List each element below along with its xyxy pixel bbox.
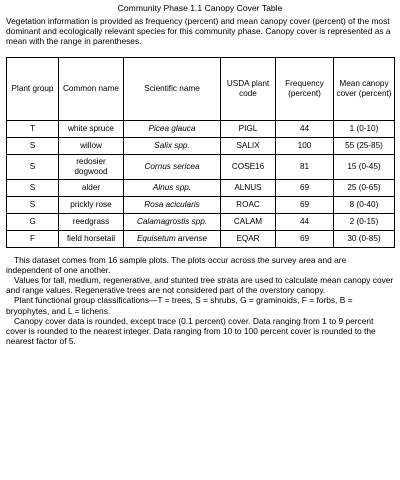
canopy-cover-table	[6, 57, 395, 248]
cell-frequency: 44	[276, 120, 334, 137]
cell-mean-cover: 8 (0-40)	[334, 196, 395, 213]
cell-plant-group: G	[7, 213, 59, 230]
cell-usda-code: ALNUS	[221, 179, 276, 196]
cell-usda-code: SALIX	[221, 137, 276, 154]
cell-plant-group: S	[7, 196, 59, 213]
cell-mean-cover: 30 (0-85)	[334, 230, 395, 247]
cell-scientific-name: Calamagrostis spp.	[124, 213, 221, 230]
cell-scientific-name: Picea glauca	[124, 120, 221, 137]
table-row	[7, 120, 395, 137]
page-title: Community Phase 1.1 Canopy Cover Table	[117, 3, 283, 13]
header-usda-code: USDA plant code	[221, 57, 276, 120]
cell-scientific-name: Rosa acicularis	[124, 196, 221, 213]
table-row	[7, 230, 395, 247]
cell-common-name: white spruce	[59, 120, 124, 137]
cell-frequency: 81	[276, 154, 334, 179]
cell-plant-group: S	[7, 137, 59, 154]
note-sample-plots: This dataset comes from 16 sample plots. The plots occur across the survey area and are independent of one another.	[6, 254, 347, 275]
cell-plant-group: S	[7, 179, 59, 196]
cell-frequency: 44	[276, 213, 334, 230]
cell-usda-code: ROAC	[221, 196, 276, 213]
cell-common-name: reedgrass	[59, 213, 124, 230]
table-row	[7, 137, 395, 154]
header-frequency: Frequency (percent)	[276, 57, 334, 120]
cell-mean-cover: 25 (0-65)	[334, 179, 395, 196]
notes-section	[6, 255, 394, 347]
cell-usda-code: PIGL	[221, 120, 276, 137]
header-scientific-name: Scientific name	[124, 57, 221, 120]
cell-frequency: 69	[276, 179, 334, 196]
intro-paragraph: Vegetation information is provided as frequency (percent) and mean canopy cover (percent) of the most dominant and ecologically relevant species for this community phase. Canopy cover is represented as a mean with the range in parentheses.	[6, 16, 391, 47]
table-row	[7, 213, 395, 230]
cell-plant-group: F	[7, 230, 59, 247]
cell-frequency: 69	[276, 230, 334, 247]
cell-plant-group: T	[7, 120, 59, 137]
note-rounding: Canopy cover data is rounded, except trace (0.1 percent) cover. Data ranging from 1 to 9 percent cover is rounded to the nearest integer. Data ranging from 10 to 100 percent cover is rounded to the nearest factor of 5.	[6, 315, 376, 347]
header-plant-group: Plant group	[7, 57, 59, 120]
cell-usda-code: CALAM	[221, 213, 276, 230]
table-row	[7, 196, 395, 213]
cell-usda-code: COSE16	[221, 154, 276, 179]
cell-common-name: redosier dogwood	[59, 154, 124, 179]
cell-common-name: field horsetail	[59, 230, 124, 247]
cell-mean-cover: 55 (25-85)	[334, 137, 395, 154]
cell-usda-code: EQAR	[221, 230, 276, 247]
note-functional-groups: Plant functional group classifications—T = trees, S = shrubs, G = graminoids, F = forbs, B = bryophytes, and L = lichens.	[6, 295, 353, 316]
header-common-name: Common name	[59, 57, 124, 120]
cell-scientific-name: Cornus sericea	[124, 154, 221, 179]
cell-mean-cover: 2 (0-15)	[334, 213, 395, 230]
table-row	[7, 179, 395, 196]
table-row	[7, 154, 395, 179]
cell-common-name: prickly rose	[59, 196, 124, 213]
cell-frequency: 100	[276, 137, 334, 154]
cell-mean-cover: 15 (0-45)	[334, 154, 395, 179]
cell-scientific-name: Salix spp.	[124, 137, 221, 154]
cell-mean-cover: 1 (0-10)	[334, 120, 395, 137]
header-mean-cover: Mean canopy cover (percent)	[334, 57, 395, 120]
cell-scientific-name: Alnus spp.	[124, 179, 221, 196]
cell-scientific-name: Equisetum arvense	[124, 230, 221, 247]
cell-common-name: willow	[59, 137, 124, 154]
table-header-row	[7, 57, 395, 120]
cell-common-name: alder	[59, 179, 124, 196]
cell-plant-group: S	[7, 154, 59, 179]
cell-frequency: 69	[276, 196, 334, 213]
note-tree-strata: Values for tall, medium, regenerative, and stunted tree strata are used to calculate mean canopy cover and range values. Regenerative trees are not considered part of the overstory canopy.	[6, 275, 394, 296]
